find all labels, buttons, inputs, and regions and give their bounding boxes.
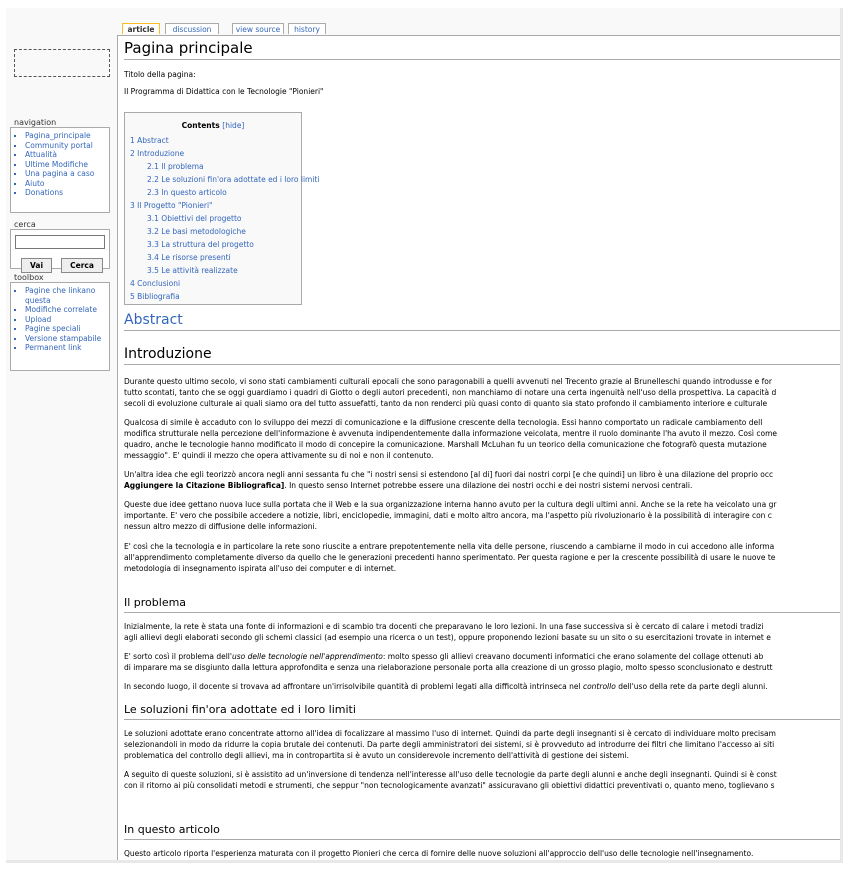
paragraph-problema-2: E' sorto così il problema dell'uso delle tecnologie nell'apprendimento: molto spesso gli allievi creavano documenti informatici che erano solamente del collage ottenuti ab di imparare ma se disgiunto dalla lettura approfondita e senza una rielaborazione personale porta alla creazione di un grosso plagio, molto spesso sconclusionato e destrutt (124, 652, 773, 672)
abstract-divider (124, 330, 841, 331)
toc-item-obiettivi[interactable]: 3.1 Obiettivi del progetto (147, 214, 242, 223)
paragraph-soluzioni-1: Le soluzioni adottate erano concentrate attorno all'idea di focalizzare al massimo l'uso di internet. Quindi da parte degli insegnanti si è cercato di individuare molto precisam selezionandoli in modo da ridurre la copia brutale dei contenuti. Da parte degli amministratori dei sistemi, si è provveduto ad introdurre dei filtri che limitano l'accesso ai siti problematica del controllo degli allievi, ma in contropartita si è avuto un considerevole incremento dell'attività di gestione dei sistemi. (124, 729, 776, 760)
toc-item-abstract[interactable]: 1 Abstract (130, 136, 169, 145)
soluzioni-divider (124, 719, 841, 720)
toolbox-item-permanent-link[interactable]: ▪ Permanent link (25, 343, 109, 353)
toc-item-progetto[interactable]: 3 Il Progetto "Pionieri" (130, 201, 213, 210)
paragraph-intro-5: E' così che la tecnologia e in particolare la rete sono riuscite a entrare prepotentemente nella vita delle persone, riuscendo a cambiarne il modo in cui accedono alle informa all'apprendimento completamente diverso da quello che le generazioni precedenti hanno sperimentato. Per questa ragione e per la crescente possibilità di usare le nuove te metodologia di insegnamento ispirata all'uso dei computer e di internet. (124, 542, 776, 573)
heading-soluzioni: Le soluzioni fin'ora adottate ed i loro limiti (124, 703, 356, 716)
paragraph-problema-1: Inizialmente, la rete è stata una fonte di informazioni e di scambio tra docenti che preparavano le loro lezioni. In una fase successiva si è cercato di calare i metodi tradizi agli allievi degli elaborati secondo gli schemi classici (ad esempio una ricerca o un test), oppure proponendo lezioni basate su un sito o su esercitazioni trovate in internet e (124, 622, 771, 642)
toc-item-introduzione[interactable]: 2 Introduzione (130, 149, 185, 158)
paragraph-intro-1: Durante questo ultimo secolo, vi sono stati cambiamenti culturali epocali che sono paragonabili a quelli avvenuti nel Trecento grazie al Brunelleschi quando introdusse e for tutto scontati, tanto che se oggi guardiamo i quadri di Giotto o degli autori precedenti, non manchiamo di notare una certa ingenuità nell'uso della prospettiva. La capacità d secoli di evoluzione culturale ai quali siamo ora del tutto assuefatti, tanto da non renderci più quasi conto di quanto sia stato profondo il cambiamento interiore e culturale (124, 377, 777, 408)
paragraph-articolo-1: Questo articolo riporta l'esperienza maturata con il progetto Pionieri che cerca di fornire delle nuove soluzioni all'approccio dell'uso delle tecnologie nell'insegnamento. (124, 849, 754, 858)
navigation-title: navigation (14, 118, 57, 127)
paragraph-intro-2: Qualcosa di simile è accaduto con lo sviluppo dei mezzi di comunicazione e la diffusione crescente della tecnologia. Essi hanno comportato un radicale cambiamento dell modifica strutturale nella percezione dell'informazione è avvenuta indipendentemente dalla informazione veicolata, mentre il ruolo dominante l'ha avuto il mezzo. Così come quadro, anche le tecnologie hanno modificato il modo di concepire la comunicazione. Marshall McLuhan fu un teorico della comunicazione che fotografò questa mutazione messaggio". E' quindi il mezzo che opera attivamente su di noi e non il contenuto. (124, 418, 778, 460)
citation-needed-link[interactable]: Aggiungere la Citazione Bibliografica] (124, 481, 285, 490)
page-frame (6, 8, 843, 863)
toolbox-portlet (10, 282, 110, 371)
intro-divider (124, 364, 841, 365)
heading-introduzione: Introduzione (124, 346, 212, 362)
paragraph-soluzioni-2: A seguito di queste soluzioni, si è assistito ad un'inversione di tendenza nell'interesse all'uso delle tecnologie da parte degli alunni e anche degli insegnanti. Quindi si è const con il ritorno ai più consolidati metodi e strumenti, che seppur "non tecnologicamente avanzati" assicuravano gli obiettivi didattici preventivati o, quanto meno, toglievano s (124, 770, 777, 790)
toolbox-item-whatlinkshere[interactable]: ▪ Pagine che linkano questa (25, 286, 109, 305)
toc-item-attivita[interactable]: 3.5 Le attività realizzate (147, 266, 238, 275)
nav-item-community-portal[interactable]: ▪ Community portal (25, 141, 109, 151)
toolbox-item-printable[interactable]: ▪ Versione stampabile (25, 334, 109, 344)
heading-abstract: Abstract (124, 312, 183, 328)
toc-item-bibliografia[interactable]: 5 Bibliografia (130, 292, 180, 301)
toolbox-title: toolbox (14, 273, 44, 282)
toc-item-problema[interactable]: 2.1 Il problema (147, 162, 204, 171)
paragraph-intro-3: Un'altra idea che egli teorizzò ancora negli anni sessanta fu che "i nostri sensi si estendono [al di] fuori dai nostri corpi [e che quindi] un libro è una dilazione del proprio occ Aggiungere la Citazione Bibliografica]. In questo senso Internet potrebbe essere una dilazione dei nostri occhi e dei nostri sistemi nervosi centrali. (124, 470, 774, 490)
page-title: Pagina principale (124, 39, 253, 57)
go-button[interactable]: Vai (21, 258, 52, 273)
toolbox-item-related-changes[interactable]: ▪ Modifiche correlate (25, 305, 109, 315)
nav-item-pagina-a-caso[interactable]: ▪ Una pagina a caso (25, 169, 109, 179)
toc-item-struttura[interactable]: 3.3 La struttura del progetto (147, 240, 254, 249)
nav-item-donations[interactable]: ▪ Donations (25, 188, 109, 198)
toc-item-basi[interactable]: 3.2 Le basi metodologiche (147, 227, 246, 236)
search-input[interactable] (15, 235, 105, 249)
search-portlet (10, 229, 110, 269)
toc-item-risorse[interactable]: 3.4 Le risorse presenti (147, 253, 231, 262)
tab-discussion[interactable]: discussion (165, 23, 219, 34)
search-button[interactable]: Cerca (61, 258, 103, 273)
page-subtitle: Il Programma di Didattica con le Tecnologie "Pionieri" (124, 87, 324, 96)
nav-item-pagina-principale[interactable]: ▪ Pagina_principale (25, 131, 109, 141)
nav-item-ultime-modifiche[interactable]: ▪ Ultime Modifiche (25, 160, 109, 170)
toc-hide-link[interactable]: [hide] (222, 121, 245, 130)
paragraph-intro-4: Queste due idee gettano nuova luce sulla portata che il Web e la sua organizzazione interna hanno avuto per la cultura degli ultimi anni. Anche se la rete ha veicolato una gr importante. E' vero che possibile accedere a notizie, libri, enciclopedie, immagini, dati e molto altro ancora, ma l'aspetto più rivoluzionario è la possibilità di interagire con c nessun altro mezzo di diffusione delle informazioni. (124, 500, 777, 531)
toc-item-conclusioni[interactable]: 4 Conclusioni (130, 279, 181, 288)
heading-articolo: In questo articolo (124, 823, 220, 836)
navigation-portlet (10, 127, 110, 213)
search-title: cerca (14, 220, 36, 229)
tab-history[interactable]: history (288, 23, 326, 34)
problema-divider (124, 612, 841, 613)
nav-item-attualita[interactable]: ▪ Attualità (25, 150, 109, 160)
article-content (117, 35, 841, 862)
title-label: Titolo della pagina: (124, 70, 196, 79)
tab-article[interactable]: article (122, 23, 160, 34)
paragraph-problema-3: In secondo luogo, il docente si trovava ad affrontare un'irrisolvibile quantità di problemi legati alla difficoltà intrinseca nel controllo dell'uso della rete da parte degli alunni. (124, 682, 768, 691)
toc-title: Contents [hide] (181, 121, 245, 130)
title-divider (124, 59, 841, 60)
site-logo-placeholder[interactable] (14, 49, 110, 77)
heading-problema: Il problema (124, 596, 187, 609)
toolbox-item-special-pages[interactable]: ▪ Pagine speciali (25, 324, 109, 334)
toolbox-item-upload[interactable]: ▪ Upload (25, 315, 109, 325)
tab-view-source[interactable]: view source (232, 23, 284, 34)
articolo-divider (124, 839, 841, 840)
toc-item-articolo[interactable]: 2.3 In questo articolo (147, 188, 227, 197)
table-of-contents (124, 112, 320, 305)
toc-item-soluzioni[interactable]: 2.2 Le soluzioni fin'ora adottate ed i loro limiti (147, 175, 320, 184)
nav-item-aiuto[interactable]: ▪ Aiuto (25, 179, 109, 189)
